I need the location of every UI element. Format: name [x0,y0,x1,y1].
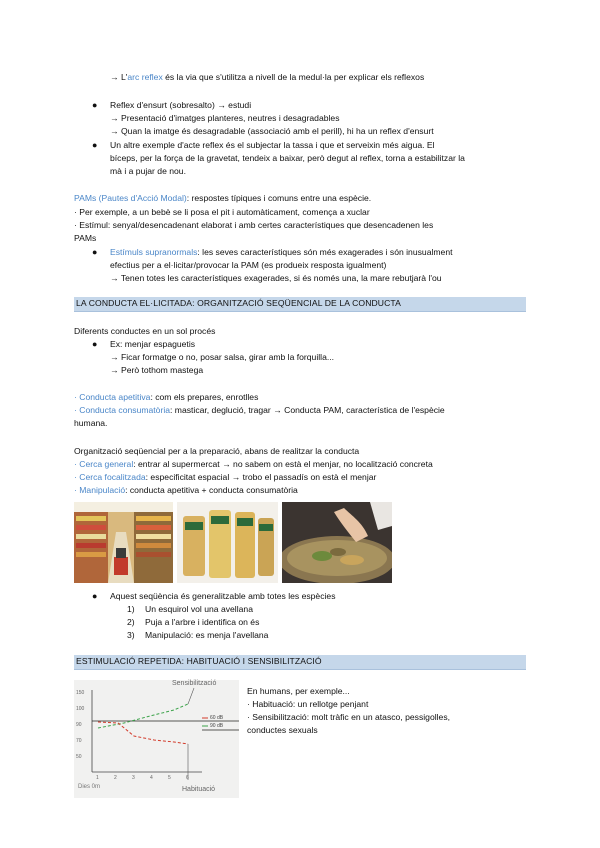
arc-reflex-desc: és la via que s'utilitza a nivell de la medul·la per explicar els reflexos [162,72,425,82]
list-item: Puja a l'arbre i identifica on és [145,617,260,627]
sensitization-example-line1: · Sensibilització: molt tràfic en un atasco, pessigolles, [247,712,451,722]
sensitization-example-line2: conductes sexuals [247,725,318,735]
pams-def: : respostes típiques i comuns entre una espècie. [186,193,372,203]
legend-item: 60 dB [210,715,224,721]
x-tick: 2 [114,775,117,781]
supranormal-line1 [110,247,452,258]
y-tick: 70 [76,738,82,744]
section-heading-band [74,297,526,312]
supranormal-def: : les seves característiques són més exagerades i són inusualment [197,247,453,257]
x-tick: 1 [96,775,99,781]
general-search-def: : entrar al supermercat → no sabem on està el menjar, no localització concreta [133,459,433,469]
sequential-organization: Organització seqüencial per a la preparació, abans de realitzar la conducta [74,446,360,456]
consummatory-term: · Conducta consumatòria [74,405,171,415]
supranormal-sub: → Tenen totes les característiques exagerades, si és només una, la mare rebutjarà l'ou [110,273,442,283]
x-tick: 6 [186,775,189,781]
manipulation-term: · Manipulació [74,485,126,495]
arrow-text: → L' [110,72,128,82]
bullet-icon: ● [92,247,98,257]
reflex-example-line1: Un altre exemple d'acte reflex és el subjectar la tassa i que et serveixin més aigua. El [110,140,435,150]
general-search-line [74,459,433,470]
x-tick: 3 [132,775,135,781]
focused-search-def: : especificitat espacial → trobo el passadís on està el menjar [145,472,377,482]
spaghetti-example: Ex: menjar espaguetis [110,339,196,349]
supermarket-photo [74,502,173,583]
pams-example: · Per exemple, a un bebè se li posa el pit i automàticament, comença a xuclar [74,207,370,217]
startle-title: Reflex d'ensurt (sobresalto) → estudi [110,100,252,110]
bullet-icon: ● [92,100,98,110]
consummatory-line [74,405,445,416]
legend-item: 90 dB [210,723,224,729]
section-heading-band [74,655,526,670]
appetitive-line [74,392,258,403]
list-number: 2) [127,617,135,627]
graph-label-habituation: Habituació [182,786,216,793]
focused-search-line [74,472,376,483]
pams-definition [74,193,371,204]
behaviour-intro: Diferents conductes en un sol procés [74,326,216,336]
y-tick: 90 [76,722,82,728]
appetitive-def: : com els prepares, enrotlles [150,392,259,402]
consummatory-def: : masticar, deglució, tragar → Conducta PAM, característica de l'espècie [170,405,445,415]
appetitive-term: · Conducta apetitiva [74,392,151,402]
reflex-example-line2: bíceps, per la força de la gravetat, tendeix a baixar, però degut al reflex, torna a estabilitzar la [110,153,465,163]
consummatory-line2: humana. [74,418,108,428]
y-tick: 50 [76,754,82,760]
habituation-graph [74,680,239,798]
arc-reflex-line [110,72,424,83]
manipulation-def: : conducta apetitiva + conducta consumatòria [125,485,298,495]
general-search-term: · Cerca general [74,459,134,469]
focused-search-term: · Cerca focalitzada [74,472,146,482]
pams-stimulus-line2: PAMs [74,233,97,243]
x-tick: 4 [150,775,153,781]
list-item: Un esquirol vol una avellana [145,604,253,614]
pasta-cooking-photo [282,502,392,583]
pams-stimulus-line1: · Estímul: senyal/desencadenant elaborat i amb certes característiques que desencadenen les [74,220,434,230]
bullet-icon: ● [92,140,98,150]
habituation-example: · Habituació: un rellotge penjant [247,699,369,709]
reflex-example-line3: mà i a pujar de nou. [110,166,186,176]
y-tick: 100 [76,706,85,712]
pams-term: PAMs (Pautes d'Acció Modal) [74,193,187,203]
arc-reflex-term: arc reflex [127,72,163,82]
bullet-icon: ● [92,339,98,349]
supranormal-term: Estímuls supranormals [110,247,198,257]
x-tick: 5 [168,775,171,781]
supranormal-line2: efectius per a el·licitar/provocar la PAM (es produeix resposta igualment) [110,260,387,270]
bullet-icon: ● [92,591,98,601]
list-number: 3) [127,630,135,640]
generalization-text: Aquest seqüència és generalitzable amb totes les espècies [110,591,336,601]
section-heading: LA CONDUCTA EL·LICITADA: ORGANITZACIÓ SEQÜENCIAL DE LA CONDUCTA [76,298,401,308]
spaghetti-sub1: → Ficar formatge o no, posar salsa, girar amb la forquilla... [110,352,335,362]
spaghetti-sub2: → Però tothom mastega [110,365,204,375]
startle-sub2: → Quan la imatge és desagradable (associació amb el perill), hi ha un reflex d'ensurt [110,126,434,136]
startle-sub1: → Presentació d'imatges planteres, neutres i desagradables [110,113,340,123]
list-number: 1) [127,604,135,614]
section-heading: ESTIMULACIÓ REPETIDA: HABITUACIÓ I SENSIBILITZACIÓ [76,656,322,666]
humans-intro: En humans, per exemple... [247,686,350,696]
y-tick: 150 [76,690,85,696]
list-item: Manipulació: es menja l'avellana [145,630,269,640]
pasta-bags-photo [177,502,278,583]
manipulation-line [74,485,298,496]
graph-corner-label: Dies 0m [78,784,101,790]
graph-label-sensitization: Sensibilització [172,680,217,687]
